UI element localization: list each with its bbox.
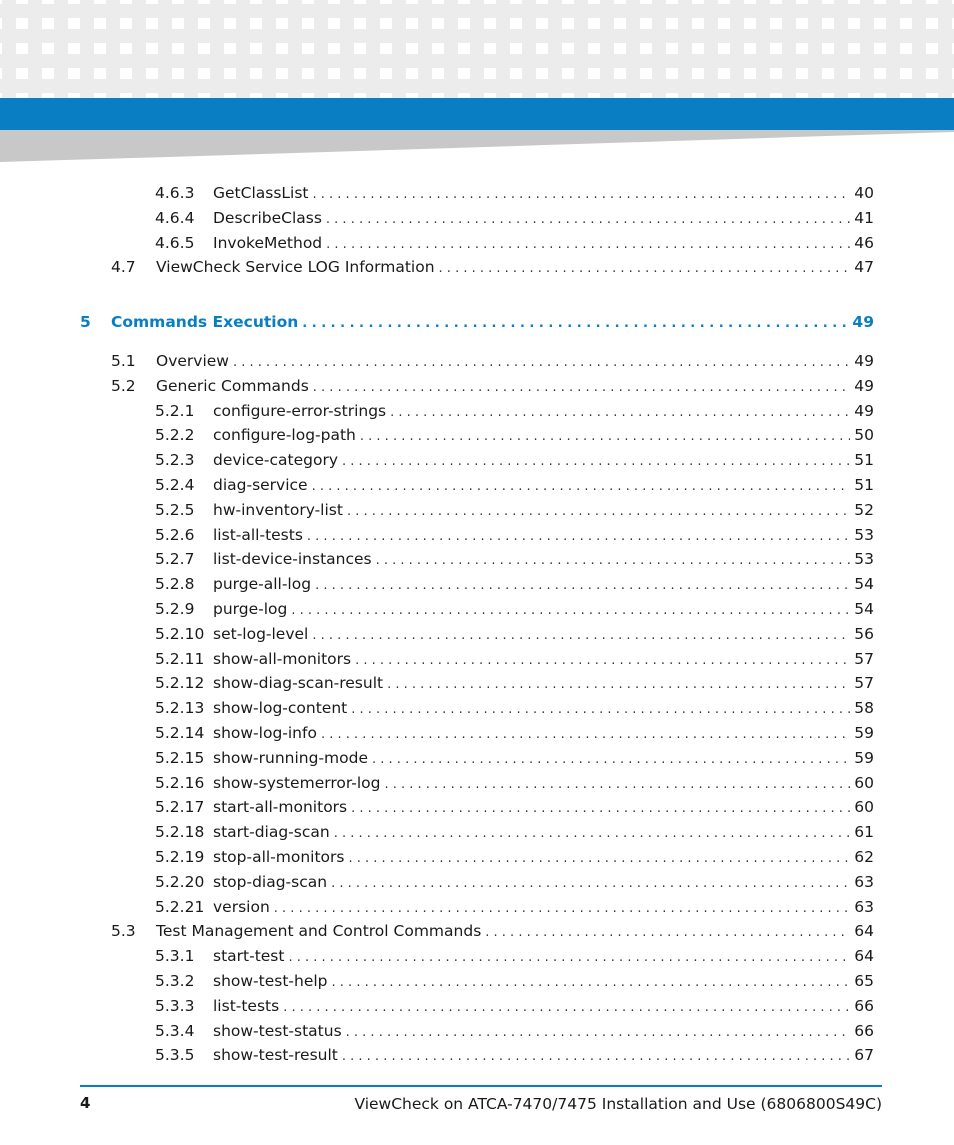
toc-entry-title: show-diag-scan-result xyxy=(213,674,384,692)
toc-chapter-entry[interactable] xyxy=(80,313,874,335)
toc-dot-leader xyxy=(351,702,850,717)
toc-entry-number: 5.3.4 xyxy=(155,1022,195,1040)
toc-entry-number: 5.3.3 xyxy=(155,997,195,1015)
toc-entry-page: 58 xyxy=(854,699,874,717)
toc-entry-number: 5.2.17 xyxy=(155,798,205,816)
toc-dot-leader xyxy=(485,925,850,940)
toc-dot-leader xyxy=(283,1000,850,1015)
toc-entry-page: 64 xyxy=(854,947,874,965)
toc-dot-leader xyxy=(351,801,850,816)
toc-entry[interactable] xyxy=(155,898,874,920)
toc-entry-number: 5.2.13 xyxy=(155,699,205,717)
toc-entry-number: 5.2.11 xyxy=(155,650,205,668)
toc-dot-leader xyxy=(274,901,850,916)
toc-entry-title: show-systemerror-log xyxy=(213,774,381,792)
toc-entry-number: 4.7 xyxy=(111,258,136,276)
toc-entry-number: 5.2.12 xyxy=(155,674,205,692)
toc-entry[interactable] xyxy=(155,699,874,721)
toc-entry-page: 50 xyxy=(854,426,874,444)
toc-entry-number: 5.2.8 xyxy=(155,575,195,593)
toc-dot-leader xyxy=(302,316,848,331)
toc-entry-title: show-test-result xyxy=(213,1046,338,1064)
footer-document-title: ViewCheck on ATCA-7470/7475 Installation and Use (6806800S49C) xyxy=(354,1095,882,1113)
toc-dot-leader xyxy=(326,212,850,227)
toc-entry-number: 4.6.4 xyxy=(155,209,195,227)
toc-entry-title: start-all-monitors xyxy=(213,798,348,816)
toc-dot-leader xyxy=(347,504,850,519)
toc-entry[interactable] xyxy=(155,575,874,597)
toc-entry-number: 5.1 xyxy=(111,352,136,370)
toc-dot-leader xyxy=(313,187,851,202)
toc-dot-leader xyxy=(387,677,850,692)
toc-entry-page: 49 xyxy=(852,313,874,331)
toc-entry[interactable] xyxy=(155,674,874,696)
toc-entry[interactable] xyxy=(111,258,874,280)
toc-entry-title: show-test-help xyxy=(213,972,328,990)
toc-entry-page: 49 xyxy=(854,377,874,395)
toc-entry-number: 5.2 xyxy=(111,377,136,395)
toc-entry-title: show-log-info xyxy=(213,724,317,742)
toc-entry-title: purge-all-log xyxy=(213,575,312,593)
toc-entry[interactable] xyxy=(155,724,874,746)
toc-entry-title: start-diag-scan xyxy=(213,823,330,841)
toc-entry-number: 4.6.5 xyxy=(155,234,195,252)
toc-dot-leader xyxy=(312,628,850,643)
toc-entry-number: 5.2.16 xyxy=(155,774,205,792)
toc-entry-title: ViewCheck Service LOG Information xyxy=(156,258,435,276)
toc-entry-title: InvokeMethod xyxy=(213,234,323,252)
toc-entry-page: 41 xyxy=(854,209,874,227)
toc-entry-number: 5.2.7 xyxy=(155,550,195,568)
toc-entry-page: 59 xyxy=(854,724,874,742)
toc-entry-title: Test Management and Control Commands xyxy=(156,922,482,940)
toc-entry-page: 60 xyxy=(854,798,874,816)
toc-entry-number: 5.2.6 xyxy=(155,526,195,544)
toc-entry-number: 5.2.10 xyxy=(155,625,205,643)
toc-entry-page: 57 xyxy=(854,674,874,692)
toc-entry-page: 51 xyxy=(854,451,874,469)
toc-entry-title: purge-log xyxy=(213,600,288,618)
toc-entry-number: 5.2.15 xyxy=(155,749,205,767)
toc-entry[interactable] xyxy=(155,947,874,969)
toc-entry-number: 5.2.4 xyxy=(155,476,195,494)
toc-entry[interactable] xyxy=(155,873,874,895)
toc-dot-leader xyxy=(342,1049,850,1064)
toc-entry-title: show-test-status xyxy=(213,1022,342,1040)
toc-entry-page: 40 xyxy=(854,184,874,202)
toc-entry[interactable] xyxy=(155,972,874,994)
toc-entry-number: 5.2.5 xyxy=(155,501,195,519)
toc-entry-page: 63 xyxy=(854,898,874,916)
toc-entry[interactable] xyxy=(155,1046,874,1068)
toc-entry-title: GetClassList xyxy=(213,184,309,202)
toc-dot-leader xyxy=(291,603,850,618)
toc-entry-title: Generic Commands xyxy=(156,377,309,395)
toc-entry-number: 5.2.20 xyxy=(155,873,205,891)
toc-entry-number: 5.2.19 xyxy=(155,848,205,866)
toc-dot-leader xyxy=(315,578,850,593)
toc-entry-title: stop-diag-scan xyxy=(213,873,328,891)
toc-entry[interactable] xyxy=(155,798,874,820)
toc-entry-title: device-category xyxy=(213,451,339,469)
toc-entry-page: 57 xyxy=(854,650,874,668)
toc-entry-title: start-test xyxy=(213,947,285,965)
toc-entry[interactable] xyxy=(155,526,874,548)
toc-entry-title: hw-inventory-list xyxy=(213,501,343,519)
toc-entry[interactable] xyxy=(155,426,874,448)
toc-entry-page: 63 xyxy=(854,873,874,891)
toc-entry-title: set-log-level xyxy=(213,625,309,643)
toc-dot-leader xyxy=(355,653,850,668)
toc-dot-leader xyxy=(390,405,850,420)
toc-entry-title: configure-log-path xyxy=(213,426,356,444)
toc-entry-page: 60 xyxy=(854,774,874,792)
toc-entry-title: Overview xyxy=(156,352,229,370)
toc-entry[interactable] xyxy=(155,184,874,206)
toc-entry[interactable] xyxy=(155,234,874,256)
toc-entry-number: 5.2.14 xyxy=(155,724,205,742)
toc-entry-number: 5.3.5 xyxy=(155,1046,195,1064)
toc-dot-leader xyxy=(349,851,851,866)
toc-entry-page: 61 xyxy=(854,823,874,841)
toc-entry-page: 62 xyxy=(854,848,874,866)
toc-entry-number: 5.3.1 xyxy=(155,947,195,965)
toc-entry-title: stop-all-monitors xyxy=(213,848,345,866)
toc-entry-page: 64 xyxy=(854,922,874,940)
toc-entry[interactable] xyxy=(155,848,874,870)
toc-dot-leader xyxy=(376,553,850,568)
toc-entry-title: version xyxy=(213,898,270,916)
toc-entry[interactable] xyxy=(155,625,874,647)
toc-entry-title: show-running-mode xyxy=(213,749,369,767)
toc-entry-page: 54 xyxy=(854,600,874,618)
toc-entry[interactable] xyxy=(155,451,874,473)
toc-entry-number: 4.6.3 xyxy=(155,184,195,202)
toc-entry[interactable] xyxy=(111,922,874,944)
footer-page-number: 4 xyxy=(80,1094,91,1112)
toc-entry[interactable] xyxy=(155,402,874,424)
toc-dot-leader xyxy=(360,429,850,444)
toc-entry[interactable] xyxy=(111,352,874,374)
toc-entry-title: diag-service xyxy=(213,476,308,494)
toc-entry-number: 5.2.9 xyxy=(155,600,195,618)
toc-entry-title: show-log-content xyxy=(213,699,348,717)
toc-entry-title: list-device-instances xyxy=(213,550,372,568)
toc-dot-leader xyxy=(288,950,850,965)
toc-dot-leader xyxy=(313,380,850,395)
footer-rule xyxy=(80,1085,882,1087)
toc-entry-page: 47 xyxy=(854,258,874,276)
toc-entry-page: 53 xyxy=(854,526,874,544)
toc-entry[interactable] xyxy=(155,550,874,572)
toc-entry-page: 54 xyxy=(854,575,874,593)
toc-entry-title: list-tests xyxy=(213,997,280,1015)
toc-entry[interactable] xyxy=(155,823,874,845)
toc-dot-leader xyxy=(321,727,850,742)
toc-entry-number: 5.2.18 xyxy=(155,823,205,841)
toc-entry-page: 66 xyxy=(854,997,874,1015)
toc-dot-leader xyxy=(342,454,850,469)
toc-dot-leader xyxy=(233,355,850,370)
toc-entry-title: DescribeClass xyxy=(213,209,322,227)
toc-dot-leader xyxy=(312,479,850,494)
toc-entry[interactable] xyxy=(111,377,874,399)
toc-entry-number: 5.2.1 xyxy=(155,402,195,420)
toc-entry-page: 46 xyxy=(854,234,874,252)
toc-entry[interactable] xyxy=(155,650,874,672)
toc-entry[interactable] xyxy=(155,501,874,523)
toc-entry[interactable] xyxy=(155,774,874,796)
toc-dot-leader xyxy=(332,975,850,990)
toc-entry[interactable] xyxy=(155,209,874,231)
toc-entry-page: 56 xyxy=(854,625,874,643)
toc-dot-leader xyxy=(334,826,850,841)
toc-entry-page: 49 xyxy=(854,402,874,420)
toc-entry-page: 65 xyxy=(854,972,874,990)
toc-dot-leader xyxy=(326,237,850,252)
toc-entry-page: 67 xyxy=(854,1046,874,1064)
toc-entry[interactable] xyxy=(155,749,874,771)
toc-entry-title: Commands Execution xyxy=(111,313,299,331)
toc-entry-page: 59 xyxy=(854,749,874,767)
toc-dot-leader xyxy=(346,1025,850,1040)
toc-entry-number: 5.2.21 xyxy=(155,898,205,916)
toc-entry[interactable] xyxy=(155,997,874,1019)
toc-entry[interactable] xyxy=(155,476,874,498)
toc-entry-page: 53 xyxy=(854,550,874,568)
toc-entry[interactable] xyxy=(155,1022,874,1044)
toc-dot-leader xyxy=(372,752,850,767)
toc-dot-leader xyxy=(331,876,850,891)
toc-entry-page: 49 xyxy=(854,352,874,370)
toc-entry-title: show-all-monitors xyxy=(213,650,352,668)
toc-entry-number: 5 xyxy=(80,313,91,331)
toc-dot-leader xyxy=(384,777,850,792)
toc-entry-page: 66 xyxy=(854,1022,874,1040)
toc-entry-number: 5.3.2 xyxy=(155,972,195,990)
toc-dot-leader xyxy=(307,529,850,544)
toc-entry-page: 52 xyxy=(854,501,874,519)
toc-entry-title: list-all-tests xyxy=(213,526,303,544)
toc-entry-title: configure-error-strings xyxy=(213,402,387,420)
toc-entry-number: 5.3 xyxy=(111,922,136,940)
toc-dot-leader xyxy=(439,261,850,276)
toc-entry-number: 5.2.2 xyxy=(155,426,195,444)
toc-entry-number: 5.2.3 xyxy=(155,451,195,469)
toc-entry-page: 51 xyxy=(854,476,874,494)
toc-entry[interactable] xyxy=(155,600,874,622)
